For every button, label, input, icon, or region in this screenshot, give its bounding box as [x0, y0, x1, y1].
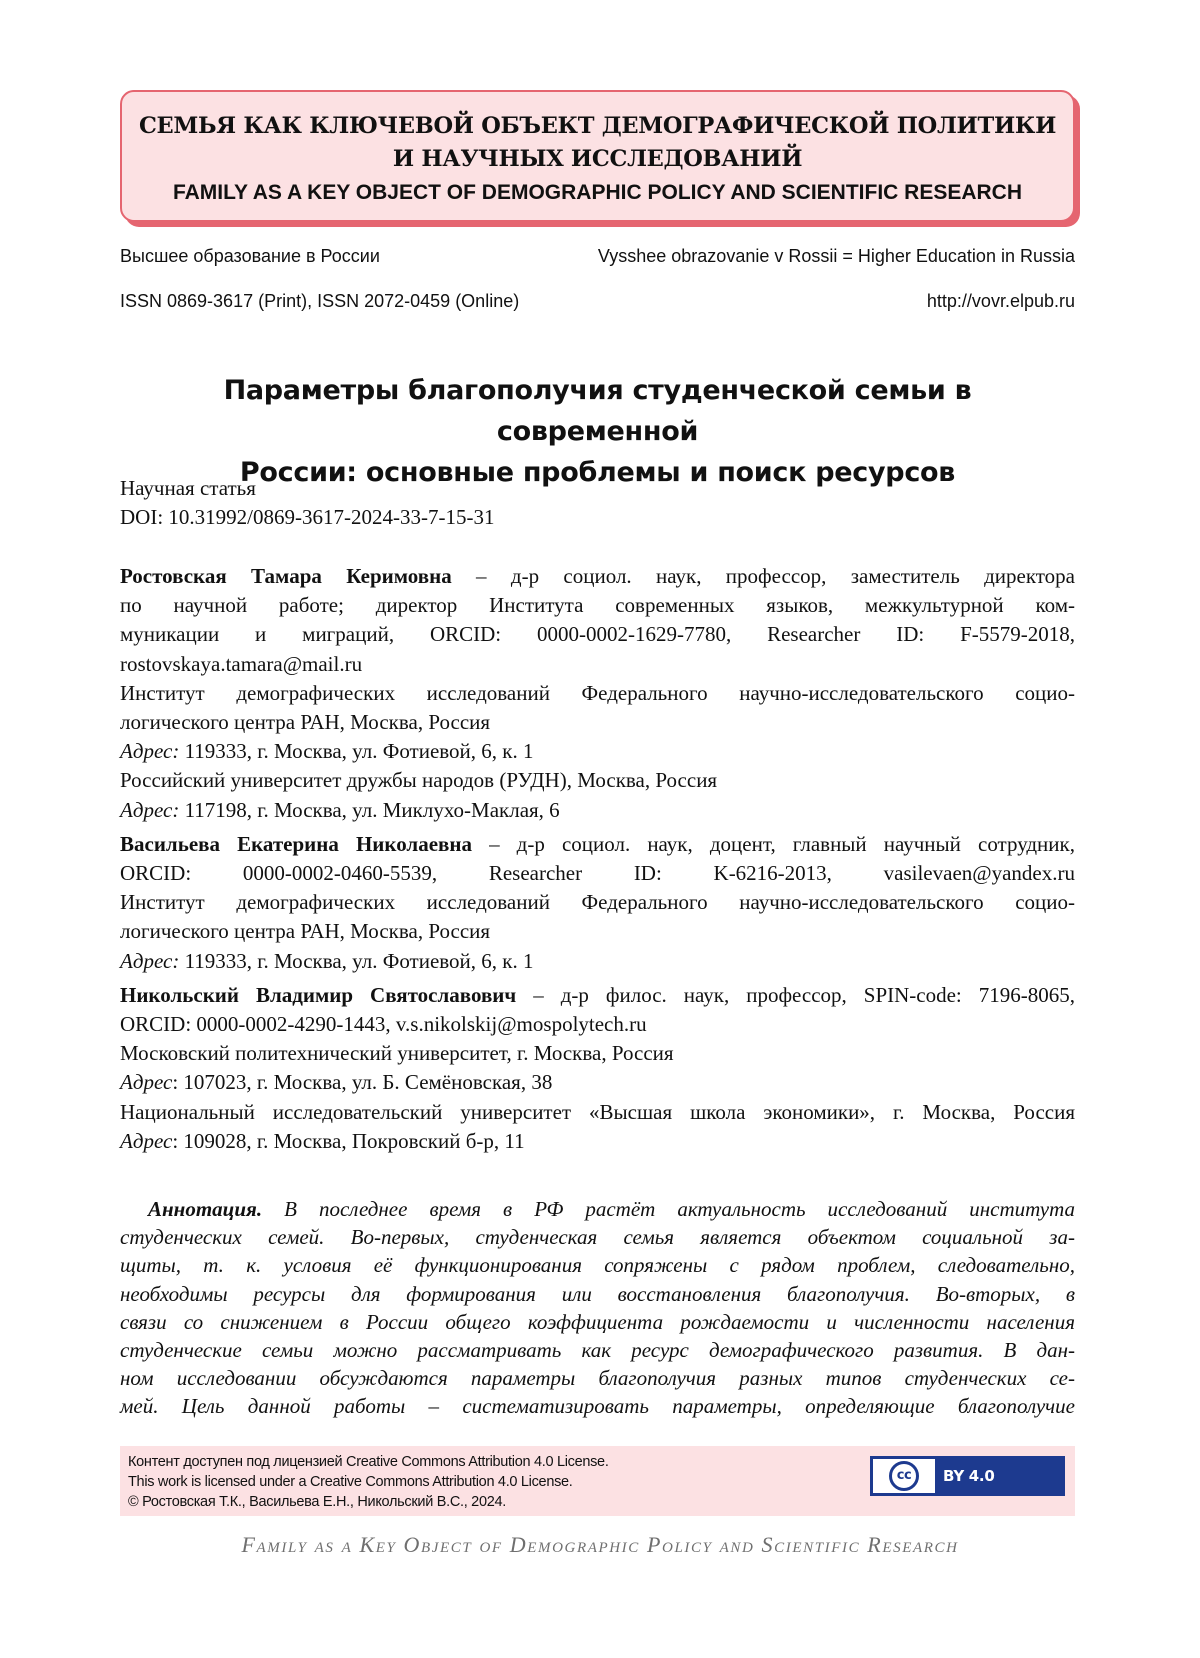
author-name: Ростовская Тамара Керимовна — [120, 564, 452, 588]
abstract-line: студенческие семьи можно рассматривать как ресурс демографического развития. В дан- — [120, 1338, 1075, 1363]
abstract-line: необходимы ресурсы для формирования или восстановления благополучия. Во-вторых, в — [120, 1281, 1075, 1306]
author-2 — [120, 830, 1075, 976]
address-label: Адрес — [120, 1128, 173, 1153]
article-title-line2: России: основные проблемы и поиск ресурсов — [239, 457, 956, 488]
banner-title-en: FAMILY AS A KEY OBJECT OF DEMOGRAPHIC POLICY AND SCIENTIFIC RESEARCH — [172, 181, 1023, 204]
journal-header-row — [120, 246, 1075, 267]
abstract-line: связи со снижением в России общего коэффициента рождаемости и численности населения — [120, 1309, 1075, 1334]
abstract-line: мей. Цель данной работы – систематизировать параметры, определяющие благополучие — [120, 1394, 1075, 1419]
issn-row — [120, 291, 1075, 312]
author-bio: ORCID: 0000-0002-0460-5539, Researcher ID: K-6216-2013, vasilevaen@yandex.ru — [120, 861, 1075, 886]
article-meta — [120, 474, 1075, 532]
address-label: Адрес: — [120, 739, 180, 764]
author-3 — [120, 981, 1075, 1156]
cc-by-badge[interactable] — [870, 1456, 1065, 1496]
author-affiliation: Московский политехнический университет, г. Москва, Россия — [120, 1041, 674, 1066]
journal-url[interactable]: http://vovr.elpub.ru — [926, 291, 1075, 311]
author-address: 119333, г. Москва, ул. Фотиевой, 6, к. 1 — [179, 739, 534, 764]
abstract-line: ном исследовании обсуждаются параметры благополучия разных типов студенческих се- — [120, 1366, 1075, 1391]
author-bio: – д-р социол. наук, профессор, заместитель директора — [451, 564, 1076, 588]
cc-badge-left — [873, 1459, 935, 1493]
address-label: Адрес — [120, 1070, 173, 1095]
author-bio: – д-р филос. наук, профессор, SPIN-code: 7196-8065, — [516, 982, 1075, 1007]
abstract-label: Аннотация. — [148, 1197, 263, 1221]
article-type: Научная статья — [120, 476, 256, 500]
banner-title-ru-line2: И НАУЧНЫХ ИССЛЕДОВАНИЙ — [392, 146, 803, 172]
article-doi[interactable]: DOI: 10.31992/0869-3617-2024-33-7-15-31 — [120, 505, 495, 529]
author-bio: ORCID: 0000-0002-4290-1443, v.s.nikolskij@mospolytech.ru — [120, 1012, 647, 1037]
license-text-ru: Контент доступен под лицензией Creative Commons Attribution 4.0 License. — [128, 1454, 609, 1470]
banner-title-ru-line1: СЕМЬЯ КАК КЛЮЧЕВОЙ ОБЪЕКТ ДЕМОГРАФИЧЕСКОЙ ПОЛИТИКИ — [138, 113, 1057, 139]
author-bio: – д-р социол. наук, доцент, главный научный сотрудник, — [471, 831, 1075, 856]
section-banner — [120, 90, 1075, 222]
author-affiliation: логического центра РАН, Москва, Россия — [120, 710, 491, 735]
author-bio: муникации и миграций, ORCID: 0000-0002-1629-7780, Researcher ID: F-5579-2018, — [120, 622, 1075, 647]
copyright-notice: © Ростовская Т.К., Васильева Е.Н., Никольский В.С., 2024. — [128, 1494, 506, 1510]
license-text-en: This work is licensed under a Creative Commons Attribution 4.0 License. — [128, 1474, 573, 1490]
author-affiliation: логического центра РАН, Москва, Россия — [120, 919, 491, 944]
abstract-line: щиты, т. к. условия её функционирования сопряжены с рядом проблем, следовательно, — [120, 1253, 1075, 1278]
journal-name-en: Vysshee obrazovanie v Rossii = Higher Education in Russia — [597, 246, 1075, 266]
author-name: Васильева Екатерина Николаевна — [120, 831, 472, 856]
issn: ISSN 0869-3617 (Print), ISSN 2072-0459 (Online) — [120, 291, 520, 311]
author-address: 117198, г. Москва, ул. Миклухо-Маклая, 6 — [179, 797, 560, 822]
abstract — [120, 1195, 1075, 1421]
abstract-line: студенческих семей. Во-первых, студенческая семья является объектом социальной за- — [120, 1225, 1075, 1250]
journal-name-ru: Высшее образование в России — [120, 246, 380, 266]
abstract-line: В последнее время в РФ растёт актуальность исследований института — [262, 1197, 1075, 1221]
author-bio: по научной работе; директор Института современных языков, межкультурной ком- — [120, 593, 1075, 618]
author-name: Никольский Владимир Святославович — [120, 982, 517, 1007]
author-affiliation: Национальный исследовательский университет «Высшая школа экономики», г. Москва, Россия — [120, 1099, 1075, 1124]
author-address: 119333, г. Москва, ул. Фотиевой, 6, к. 1 — [179, 948, 534, 973]
author-affiliation: Институт демографических исследований Федерального научно-исследовательского социо- — [120, 890, 1075, 915]
cc-badge-text: BY 4.0 — [935, 1459, 1062, 1493]
author-affiliation: Институт демографических исследований Федерального научно-исследовательского социо- — [120, 680, 1075, 705]
license-box — [120, 1446, 1075, 1516]
author-address: : 109028, г. Москва, Покровский б-р, 11 — [172, 1128, 525, 1153]
author-address: : 107023, г. Москва, ул. Б. Семёновская, 38 — [172, 1070, 553, 1095]
cc-icon: cc — [889, 1461, 919, 1491]
authors-block — [120, 562, 1075, 1161]
author-1 — [120, 562, 1075, 825]
running-footer: Family as a Key Object of Demographic Policy and Scientific Research — [241, 1532, 959, 1557]
address-label: Адрес: — [120, 948, 180, 973]
author-affiliation: Российский университет дружбы народов (РУДН), Москва, Россия — [120, 768, 718, 793]
address-label: Адрес: — [120, 797, 180, 822]
article-title-line1: Параметры благополучия студенческой семьи в современной — [223, 375, 972, 447]
author-email[interactable]: rostovskaya.tamara@mail.ru — [120, 651, 363, 676]
